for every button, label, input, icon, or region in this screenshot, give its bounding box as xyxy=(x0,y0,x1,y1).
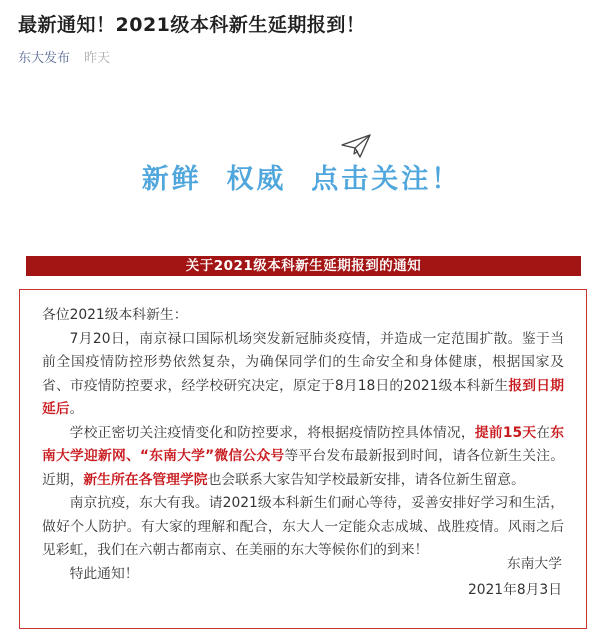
paragraph-2 xyxy=(42,422,564,493)
salutation: 各位2021级本科新生： xyxy=(42,307,188,323)
notice-box xyxy=(19,289,587,629)
signature-wrap xyxy=(20,552,586,572)
p1-end: 。 xyxy=(69,401,84,417)
p2-highlight-2: 东南大学迎新网、“东南大学”微信公众号 xyxy=(42,424,565,464)
p2-highlight-1: 提前15天 xyxy=(474,424,537,441)
p2-highlight-3: 新生所在各管理学院 xyxy=(83,471,208,488)
notice-content xyxy=(42,304,564,586)
article-meta xyxy=(18,47,110,66)
paper-plane-icon xyxy=(340,133,372,159)
p1-highlight: 报到日期延后 xyxy=(42,377,564,417)
follow-prompt[interactable] xyxy=(0,133,603,193)
notice-banner: 关于2021级本科新生延期报到的通知 xyxy=(26,256,581,276)
signature: 东南大学 xyxy=(506,556,562,572)
p2-text-a: 学校正密切关注疫情变化和防控要求，将根据疫情防控具体情况， xyxy=(69,424,475,441)
article-title: 最新通知！2021级本科新生延期报到！ xyxy=(18,14,366,36)
sign-date: 2021年8月3日 xyxy=(467,582,562,598)
follow-slogan[interactable]: 新鲜 权威 点击关注！ xyxy=(141,164,462,195)
author-link[interactable]: 东大发布 xyxy=(18,51,71,66)
paragraph-1 xyxy=(42,328,564,422)
p1-text: 7月20日，南京禄口国际机场突发新冠肺炎疫情，并造成一定范围扩散。鉴于当前全国疫情防控形势依然复杂，为确保同学们的生命安全和身体健康，根据国家及省、市疫情防控要求，经学校研究决定，原定于8月18日的2021级本科新生 xyxy=(42,330,564,394)
publish-date: 昨天 xyxy=(84,51,111,66)
p2-text-b: 在 xyxy=(536,424,551,441)
p2-text-d: 也会联系大家告知学校最新安排，请各位新生留意。 xyxy=(207,471,525,488)
p2-text-c: 等平台发布最新报到时间，请各位新生关注。近期， xyxy=(42,448,564,488)
paragraph-4: 特此通知！ xyxy=(69,565,139,582)
paragraph-3: 南京抗疫，东大有我。请2021级本科新生们耐心等待，妥善安排好学习和生活，做好个人防护。有大家的理解和配合，东大人一定能众志成城、战胜疫情。风雨之后见彩虹，我们在六朝古都南京、在美丽的东大等候你们的到来！ xyxy=(42,495,564,558)
